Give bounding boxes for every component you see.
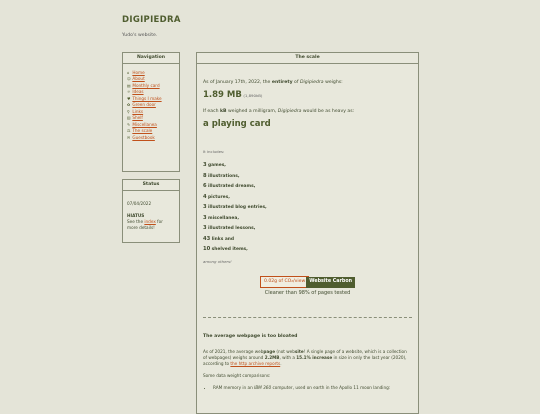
status-heading: Status — [123, 180, 179, 191]
bullet-b: IBM 360 — [254, 385, 272, 391]
guestbook-icon: ✉ — [127, 134, 131, 140]
site-size-value: 1.89 MB — [203, 90, 242, 101]
include-item — [203, 202, 412, 213]
green-icon: ✿ — [127, 102, 131, 108]
include-item — [203, 192, 412, 203]
include-count: 10 — [203, 246, 211, 253]
nav-link[interactable]: Home — [132, 69, 145, 75]
website-carbon-button[interactable]: Website Carbon — [306, 277, 355, 288]
among-others-text: among others! — [203, 258, 232, 264]
website-carbon-badge — [203, 276, 412, 297]
if-mid: weighed a milligram, — [228, 108, 277, 114]
comparisons-list — [213, 385, 412, 391]
site-subtitle: Yudo's website. — [122, 33, 158, 38]
links-icon: ⚲ — [127, 108, 130, 114]
shelf-icon: ▥ — [127, 115, 131, 121]
if-italic: Digipiedra — [277, 108, 302, 114]
comparisons-label: Some data weight comparisons: — [203, 373, 271, 379]
include-count: 6 — [203, 183, 207, 190]
about-icon: ☺ — [127, 76, 131, 82]
if-line — [203, 109, 412, 116]
para-a: As of 2021, the average web — [203, 348, 264, 354]
carbon-value: 0.02g of CO₂/view — [260, 276, 309, 288]
heavy-as: a playing card — [203, 119, 271, 130]
if-bold: kB — [219, 108, 227, 114]
asof-prefix: As of January 17th, 2022, the — [203, 79, 271, 85]
asof-mid: of — [292, 79, 300, 85]
asof-tail: weighs: — [323, 79, 343, 85]
include-item — [203, 160, 412, 171]
status-hiatus: HIATUS — [127, 212, 145, 218]
scale-heading: The scale — [197, 53, 418, 64]
nav-link[interactable]: Shelf — [132, 115, 143, 121]
include-label: pictures, — [208, 194, 230, 200]
include-label: shelved items, — [211, 247, 248, 253]
includes-label: It includes: — [203, 148, 225, 154]
bullet-a: RAM memory in an — [213, 385, 255, 391]
para-i: in size in only the last year (2020), according to — [203, 355, 407, 367]
carbon-cleaner-text: Cleaner than 98% of pages tested — [264, 290, 351, 297]
nav-link[interactable]: Links — [132, 108, 144, 114]
status-see: See the — [127, 218, 144, 224]
status-index-link[interactable]: index — [144, 218, 156, 224]
divider — [203, 317, 412, 318]
scale-icon: ⚖ — [127, 128, 131, 134]
asof-italic: Digipiedra — [299, 79, 324, 85]
include-count: 43 — [203, 235, 211, 242]
para-g: , with a — [279, 355, 297, 361]
if-tail: would be as heavy as: — [302, 108, 355, 114]
include-count: 3 — [203, 162, 207, 169]
status-date: 07/04/2022 — [127, 200, 152, 206]
card-icon: ▤ — [127, 82, 131, 88]
http-archive-link[interactable]: the http archive reports — [230, 361, 281, 367]
include-label: links and — [211, 236, 235, 242]
include-item — [203, 234, 412, 245]
includes-list — [203, 160, 412, 255]
para-e: ! A single page of a website, which is a collection of webpages) weighs around — [203, 348, 407, 361]
include-item — [203, 181, 412, 192]
include-label: illustrated lessons, — [208, 226, 256, 232]
navigation-heading: Navigation — [123, 53, 179, 64]
include-label: illustrations, — [208, 173, 240, 179]
include-item — [203, 223, 412, 234]
para-b: page — [263, 348, 276, 354]
nav-link[interactable]: Ideas — [132, 89, 144, 95]
like-icon: ♥ — [127, 95, 131, 101]
nav-link[interactable]: About — [132, 76, 145, 82]
para-c: (not web — [275, 348, 295, 354]
misc-icon: ✎ — [127, 121, 131, 127]
asof-line — [203, 80, 412, 87]
among-others — [203, 259, 412, 265]
site-size-kb: (1,890kB) — [243, 93, 263, 99]
include-label: illustrated blog entries, — [208, 205, 267, 211]
nav-link[interactable]: Monthly card — [132, 82, 160, 88]
paragraph-average — [203, 349, 412, 367]
nav-item[interactable] — [127, 135, 179, 142]
nav-link[interactable]: Miscellanea — [132, 121, 157, 127]
nav-link[interactable]: Things I make — [132, 95, 162, 101]
para-d: site — [294, 348, 304, 354]
home-icon: ⌂ — [127, 69, 130, 75]
navigation-panel — [122, 52, 180, 172]
include-label: games, — [208, 163, 226, 169]
para-h: 15.1% increase — [296, 355, 333, 361]
include-item — [203, 171, 412, 182]
ideas-icon: ☼ — [127, 89, 131, 95]
para-f: 2.2MB — [264, 355, 280, 361]
bullet-c: computer, used on earth in the Apollo 11 moon landing: — [271, 385, 391, 391]
comparison-item — [213, 385, 412, 391]
size-line — [203, 89, 412, 101]
asof-bold: entirety — [271, 79, 293, 85]
if-prefix: If each — [203, 108, 219, 114]
include-count: 3 — [203, 204, 207, 211]
status-note — [127, 219, 175, 231]
include-label: miscellanea, — [208, 215, 240, 221]
nav-link[interactable]: Guestbook — [132, 134, 155, 140]
site-title: DIGIPIEDRA — [122, 15, 181, 25]
scale-panel — [196, 52, 419, 414]
nav-link[interactable]: Green door — [132, 102, 156, 108]
include-count: 3 — [203, 225, 207, 232]
include-count: 4 — [203, 193, 207, 200]
status-tail: for more details! — [127, 218, 163, 230]
status-panel — [122, 179, 180, 243]
para-end: . — [280, 361, 282, 367]
section-title: The average webpage is too bloated — [203, 334, 298, 340]
navigation-list — [123, 64, 179, 142]
include-count: 3 — [203, 214, 207, 221]
include-label: illustrated dreams, — [208, 184, 256, 190]
include-count: 8 — [203, 172, 207, 179]
include-item — [203, 244, 412, 255]
nav-link[interactable]: The scale — [132, 128, 153, 134]
include-item — [203, 213, 412, 224]
